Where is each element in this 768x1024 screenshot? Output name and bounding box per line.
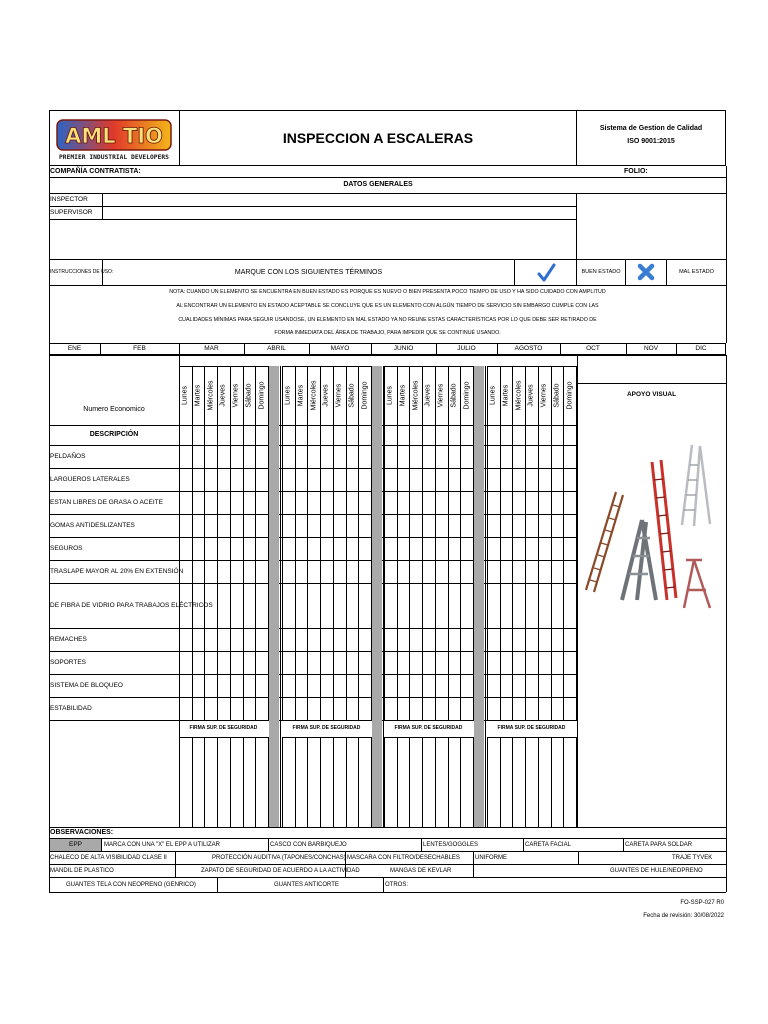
inspection-cells[interactable]	[282, 628, 371, 651]
inspection-item: TRASLAPE MAYOR AL 20% EN EXTENSIÓN	[50, 567, 184, 575]
datos-generales-header: DATOS GENERALES	[343, 181, 413, 188]
descripcion-label: DESCRIPCIÓN	[89, 431, 139, 438]
bad-state-label: MAL ESTADO	[679, 269, 714, 275]
inspection-item: REMACHES	[50, 635, 87, 643]
epp-careta-facial[interactable]: CARETA FACIAL	[525, 842, 571, 848]
epp-chaleco[interactable]: CHALECO DE ALTA VISIBILIDAD CLASE II	[50, 855, 167, 861]
day-label-domingo: Domingo	[258, 381, 266, 410]
inspection-cells[interactable]	[282, 560, 371, 583]
day-label-miércoles: Miércoles	[412, 380, 420, 411]
week-separator	[474, 366, 484, 827]
day-label-sábado: Sábado	[450, 383, 458, 408]
day-label-jueves: Jueves	[322, 384, 330, 407]
inspection-cells[interactable]	[384, 583, 473, 628]
day-label-domingo: Domingo	[463, 381, 471, 410]
inspector-label: INSPECTOR	[50, 196, 88, 203]
numero-economico-label: Numero Economico	[83, 406, 145, 413]
day-label-viernes: Viernes	[335, 383, 343, 408]
note-line-2: AL ENCONTRAR UN ELEMENTO EN ESTADO ACEPTABLE SE CONCLUYE QUE ES UN ELEMENTO CON ALGÚN TIEMPO DE SERVICIO SIN EMBARGO CUMPLE CON LAS	[176, 303, 599, 309]
epp-uniforme[interactable]: UNIFORME	[475, 855, 507, 861]
inspection-cells[interactable]	[282, 445, 371, 468]
inspection-cells[interactable]	[179, 537, 268, 560]
epp-guantes-anticorte[interactable]: GUANTES ANTICORTE	[274, 882, 339, 888]
day-label-miércoles: Miércoles	[207, 380, 215, 411]
inspection-cells[interactable]	[487, 628, 576, 651]
observaciones-label: OBSERVACIONES:	[50, 829, 114, 836]
inspection-cells[interactable]	[282, 651, 371, 674]
day-label-martes: Martes	[502, 384, 510, 407]
good-state-label: BUEN ESTADO	[581, 269, 621, 275]
instructions-text: MARQUE CON LOS SIGUIENTES TÉRMINOS	[234, 269, 383, 276]
inspection-cells[interactable]	[487, 537, 576, 560]
inspection-cells[interactable]	[487, 560, 576, 583]
inspection-cells[interactable]	[384, 697, 473, 720]
inspection-item: PELDAÑOS	[50, 452, 86, 460]
day-label-martes: Martes	[399, 384, 407, 407]
epp-guantes-hule[interactable]: GUANTES DE HULE/NEOPRENO	[610, 868, 703, 874]
note-line-3: CUALIDADES MÍNIMAS PARA SEGUIR USANDOSE, UN ELEMENTO EN MAL ESTADO YA NO REUNE ESTAS CARACTERÍSTICAS POR LO QUE DEBE SER RETIRADO DE	[178, 317, 597, 323]
day-label-sábado: Sábado	[348, 383, 356, 408]
day-label-jueves: Jueves	[424, 384, 432, 407]
inspection-cells[interactable]	[179, 491, 268, 514]
month-nov: NOV	[643, 345, 659, 352]
inspection-cells[interactable]	[179, 697, 268, 720]
iso-label: ISO 9001:2015	[627, 138, 675, 145]
supervisor-label: SUPERVISOR	[50, 209, 93, 216]
inspection-cells[interactable]	[487, 583, 576, 628]
ladder-illustration	[582, 440, 722, 612]
day-label-domingo: Domingo	[361, 381, 369, 410]
inspection-cells[interactable]	[487, 651, 576, 674]
day-label-miércoles: Miércoles	[515, 380, 523, 411]
inspection-cells[interactable]	[282, 537, 371, 560]
day-label-lunes: Lunes	[386, 385, 394, 406]
inspection-cells[interactable]	[179, 628, 268, 651]
day-label-lunes: Lunes	[284, 385, 292, 406]
month-abril: ABRIL	[267, 345, 286, 352]
firma-supervisor-label: FIRMA SUP. DE SEGURIDAD	[292, 725, 361, 731]
inspection-cells[interactable]	[179, 651, 268, 674]
inspection-cells[interactable]	[384, 514, 473, 537]
day-label-domingo: Domingo	[566, 381, 574, 410]
inspection-cells[interactable]	[487, 491, 576, 514]
day-label-viernes: Viernes	[232, 383, 240, 408]
epp-casco[interactable]: CASCO CON BARBIQUEJO	[270, 842, 347, 848]
firma-supervisor-label: FIRMA SUP. DE SEGURIDAD	[189, 725, 258, 731]
svg-text:PREMIER INDUSTRIAL DEVELOPERS: PREMIER INDUSTRIAL DEVELOPERS	[59, 154, 169, 161]
month-mar: MAR	[204, 345, 219, 352]
day-label-jueves: Jueves	[219, 384, 227, 407]
month-oct: OCT	[586, 345, 600, 352]
inspection-cells[interactable]	[487, 697, 576, 720]
form-code: FO-SSP-027 R0	[680, 900, 724, 906]
day-label-viernes: Viernes	[437, 383, 445, 408]
inspection-cells[interactable]	[384, 674, 473, 697]
inspection-cells[interactable]	[487, 514, 576, 537]
cross-icon	[637, 263, 655, 281]
firma-supervisor-label: FIRMA SUP. DE SEGURIDAD	[497, 725, 566, 731]
epp-mark-instruction: MARCA CON UNA "X" EL EPP A UTILIZAR	[104, 842, 220, 848]
inspection-cells[interactable]	[487, 445, 576, 468]
inspection-cells[interactable]	[282, 697, 371, 720]
revision-date: Fecha de revisión: 30/08/2022	[643, 913, 724, 919]
inspection-cells[interactable]	[487, 468, 576, 491]
day-label-martes: Martes	[297, 384, 305, 407]
inspection-item: SOPORTES	[50, 658, 87, 666]
epp-mascara[interactable]: MASCARA CON FILTRO/DESECHABLES	[347, 855, 460, 861]
epp-guantes-tela[interactable]: GUANTES TELA CON NEOPRENO (GENRICO)	[66, 882, 196, 888]
inspection-item: DE FIBRA DE VIDRIO PARA TRABAJOS ELÉCTRICOS	[50, 601, 213, 609]
day-label-sábado: Sábado	[553, 383, 561, 408]
inspection-cells[interactable]	[384, 560, 473, 583]
day-label-lunes: Lunes	[489, 385, 497, 406]
inspection-cells[interactable]	[179, 468, 268, 491]
firma-supervisor-label: FIRMA SUP. DE SEGURIDAD	[394, 725, 463, 731]
day-label-jueves: Jueves	[527, 384, 535, 407]
folio-label: FOLIO:	[624, 168, 648, 175]
inspection-cells[interactable]	[384, 491, 473, 514]
check-icon	[536, 263, 556, 283]
inspection-item: GOMAS ANTIDESLIZANTES	[50, 521, 135, 529]
month-junio: JUNIO	[393, 345, 414, 352]
epp-lentes[interactable]: LENTES/GOGGLES	[423, 842, 479, 848]
inspection-cells[interactable]	[282, 514, 371, 537]
epp-traje-tyvek[interactable]: TRAJE TYVEK	[672, 855, 713, 861]
month-julio: JULIO	[457, 345, 476, 352]
company-logo	[55, 117, 173, 162]
quality-system-label: Sistema de Gestion de Calidad	[599, 125, 703, 132]
epp-label: EPP	[68, 841, 82, 848]
epp-otros[interactable]: OTROS:	[385, 882, 409, 888]
supervisor-field[interactable]	[103, 207, 576, 219]
note-line-1: NOTA: CUANDO UN ELEMENTO SE ENCUENTRA EN BUEN ESTADO ES PORQUE ES NUEVO O BIEN PRESENTA POCO TIEMPO DE USO Y HA SIDO CUIDADO CON AMPLITUD	[169, 289, 606, 295]
inspection-cells[interactable]	[487, 674, 576, 697]
inspection-cells[interactable]	[384, 651, 473, 674]
inspection-cells[interactable]	[179, 560, 268, 583]
inspection-cells[interactable]	[282, 468, 371, 491]
month-dic: DIC	[695, 345, 707, 352]
epp-proteccion-auditiva[interactable]: PROTECCIÓN AUDITIVA (TAPONES/CONCHAS)	[212, 855, 346, 861]
day-label-sábado: Sábado	[245, 383, 253, 408]
day-label-lunes: Lunes	[181, 385, 189, 406]
apoyo-visual-label: APOYO VISUAL	[626, 391, 677, 398]
inspection-item: SISTEMA DE BLOQUEO	[50, 681, 123, 689]
svg-text:AML TIO: AML TIO	[65, 124, 163, 148]
month-mayo: MAYO	[330, 345, 350, 352]
epp-careta-soldar[interactable]: CARETA PARA SOLDAR	[625, 842, 693, 848]
week-separator	[269, 366, 279, 827]
inspection-item: SEGUROS	[50, 544, 83, 552]
inspection-item: ESTABILIDAD	[50, 704, 92, 712]
inspection-cells[interactable]	[384, 468, 473, 491]
inspector-field[interactable]	[103, 194, 576, 206]
day-label-viernes: Viernes	[540, 383, 548, 408]
inspection-cells[interactable]	[179, 674, 268, 697]
month-feb: FEB	[133, 345, 146, 352]
month-ene: ENE	[67, 345, 82, 352]
inspection-cells[interactable]	[384, 628, 473, 651]
inspection-cells[interactable]	[282, 583, 371, 628]
day-label-martes: Martes	[194, 384, 202, 407]
epp-mangas-kevlar[interactable]: MANGAS DE KEVLAR	[390, 868, 452, 874]
epp-zapato[interactable]: ZAPATO DE SEGURIDAD DE ACUERDO A LA ACTIVIDAD	[201, 868, 360, 874]
page-title: INSPECCION A ESCALERAS	[282, 130, 474, 146]
inspection-cells[interactable]	[282, 491, 371, 514]
week-separator	[372, 366, 382, 827]
instructions-label: INSTRUCCIONES DE USO:	[50, 269, 114, 275]
inspection-cells[interactable]	[384, 537, 473, 560]
inspection-item: ESTAN LIBRES DE GRASA O ACEITE	[50, 498, 163, 506]
inspection-cells[interactable]	[179, 514, 268, 537]
inspection-item: LARGUEROS LATERALES	[50, 475, 130, 483]
company-label: COMPAÑÍA CONTRATISTA:	[50, 168, 141, 175]
inspection-cells[interactable]	[282, 674, 371, 697]
inspection-cells[interactable]	[179, 445, 268, 468]
month-agosto: AGOSTO	[514, 345, 543, 352]
inspection-cells[interactable]	[384, 445, 473, 468]
day-label-miércoles: Miércoles	[310, 380, 318, 411]
note-line-4: FORMA INMEDIATA DEL ÁREA DE TRABAJO, PARA IMPEDIR QUE SE CONTINUÉ USANDO.	[274, 330, 501, 336]
epp-mandil[interactable]: MANDIL DE PLASTICO	[50, 868, 114, 874]
